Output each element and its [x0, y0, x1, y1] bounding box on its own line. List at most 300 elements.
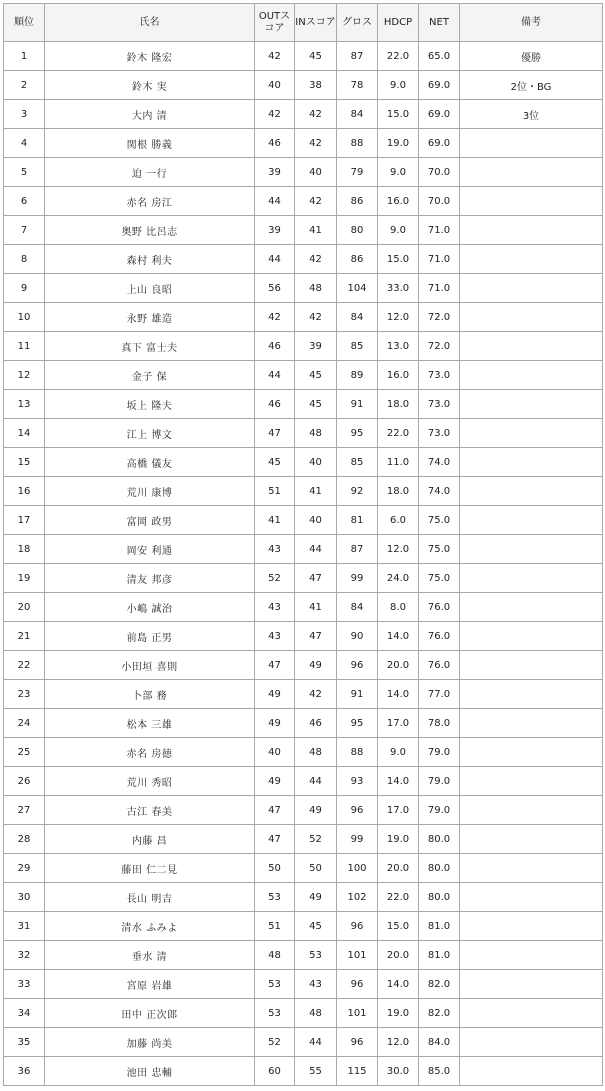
table-row [4, 1028, 603, 1057]
header-rank: 順位 [4, 4, 45, 42]
cell-rank: 1 [4, 42, 45, 71]
cell-hdcp: 8.0 [378, 593, 419, 622]
cell-name: 小嶋 誠治 [45, 593, 255, 622]
table-row [4, 100, 603, 129]
cell-remarks [460, 274, 603, 303]
cell-remarks [460, 506, 603, 535]
table-row [4, 564, 603, 593]
cell-hdcp: 13.0 [378, 332, 419, 361]
cell-net: 79.0 [419, 738, 460, 767]
cell-gross: 100 [337, 854, 378, 883]
table-row [4, 941, 603, 970]
cell-gross: 99 [337, 825, 378, 854]
cell-remarks [460, 216, 603, 245]
cell-gross: 95 [337, 419, 378, 448]
cell-out-score: 52 [255, 1028, 295, 1057]
cell-net: 69.0 [419, 100, 460, 129]
cell-net: 79.0 [419, 767, 460, 796]
cell-name: 上山 良昭 [45, 274, 255, 303]
cell-remarks [460, 564, 603, 593]
cell-in-score: 42 [295, 129, 337, 158]
header-in-score: INスコア [295, 4, 337, 42]
cell-gross: 86 [337, 187, 378, 216]
cell-net: 74.0 [419, 477, 460, 506]
cell-hdcp: 18.0 [378, 477, 419, 506]
table-row [4, 390, 603, 419]
cell-rank: 18 [4, 535, 45, 564]
table-row [4, 245, 603, 274]
table-row [4, 825, 603, 854]
cell-in-score: 44 [295, 767, 337, 796]
cell-remarks [460, 854, 603, 883]
table-row [4, 274, 603, 303]
cell-gross: 101 [337, 999, 378, 1028]
cell-gross: 89 [337, 361, 378, 390]
cell-hdcp: 16.0 [378, 187, 419, 216]
cell-hdcp: 22.0 [378, 883, 419, 912]
cell-in-score: 41 [295, 216, 337, 245]
table-row [4, 158, 603, 187]
header-gross: グロス [337, 4, 378, 42]
cell-out-score: 47 [255, 651, 295, 680]
cell-remarks [460, 332, 603, 361]
cell-gross: 85 [337, 332, 378, 361]
cell-remarks [460, 767, 603, 796]
cell-name: 赤名 房徳 [45, 738, 255, 767]
cell-rank: 7 [4, 216, 45, 245]
cell-rank: 2 [4, 71, 45, 100]
cell-name: 迫 一行 [45, 158, 255, 187]
header-net: NET [419, 4, 460, 42]
cell-name: 鈴木 隆宏 [45, 42, 255, 71]
results-table [3, 3, 603, 1086]
table-row [4, 535, 603, 564]
cell-net: 69.0 [419, 71, 460, 100]
cell-name: 荒川 康博 [45, 477, 255, 506]
cell-remarks [460, 448, 603, 477]
cell-name: 松本 三雄 [45, 709, 255, 738]
cell-in-score: 43 [295, 970, 337, 999]
cell-gross: 84 [337, 100, 378, 129]
cell-out-score: 43 [255, 622, 295, 651]
cell-gross: 115 [337, 1057, 378, 1086]
cell-in-score: 48 [295, 738, 337, 767]
cell-in-score: 49 [295, 651, 337, 680]
cell-net: 71.0 [419, 274, 460, 303]
cell-rank: 17 [4, 506, 45, 535]
cell-in-score: 49 [295, 883, 337, 912]
cell-net: 75.0 [419, 564, 460, 593]
cell-hdcp: 12.0 [378, 1028, 419, 1057]
cell-rank: 3 [4, 100, 45, 129]
cell-gross: 80 [337, 216, 378, 245]
cell-hdcp: 17.0 [378, 709, 419, 738]
cell-net: 70.0 [419, 158, 460, 187]
cell-out-score: 44 [255, 361, 295, 390]
cell-name: 卜部 務 [45, 680, 255, 709]
cell-name: 前島 正男 [45, 622, 255, 651]
cell-out-score: 49 [255, 680, 295, 709]
table-row [4, 71, 603, 100]
cell-net: 69.0 [419, 129, 460, 158]
cell-out-score: 48 [255, 941, 295, 970]
table-row [4, 303, 603, 332]
cell-remarks [460, 593, 603, 622]
cell-hdcp: 11.0 [378, 448, 419, 477]
cell-hdcp: 6.0 [378, 506, 419, 535]
cell-remarks: 2位・BG [460, 71, 603, 100]
cell-name: 奥野 比呂志 [45, 216, 255, 245]
cell-remarks [460, 970, 603, 999]
cell-in-score: 45 [295, 912, 337, 941]
cell-net: 71.0 [419, 245, 460, 274]
cell-rank: 23 [4, 680, 45, 709]
cell-name: 江上 博文 [45, 419, 255, 448]
table-row [4, 622, 603, 651]
cell-out-score: 53 [255, 970, 295, 999]
cell-remarks [460, 129, 603, 158]
cell-out-score: 49 [255, 767, 295, 796]
cell-name: 内藤 昌 [45, 825, 255, 854]
cell-net: 72.0 [419, 303, 460, 332]
cell-remarks [460, 1028, 603, 1057]
cell-hdcp: 14.0 [378, 680, 419, 709]
cell-hdcp: 30.0 [378, 1057, 419, 1086]
cell-remarks [460, 622, 603, 651]
cell-remarks [460, 680, 603, 709]
cell-name: 永野 雄造 [45, 303, 255, 332]
cell-gross: 92 [337, 477, 378, 506]
cell-hdcp: 20.0 [378, 651, 419, 680]
cell-out-score: 47 [255, 796, 295, 825]
cell-in-score: 47 [295, 622, 337, 651]
cell-net: 74.0 [419, 448, 460, 477]
table-row [4, 593, 603, 622]
cell-gross: 88 [337, 129, 378, 158]
cell-hdcp: 15.0 [378, 100, 419, 129]
header-out-score: OUTスコア [255, 4, 295, 42]
table-row [4, 767, 603, 796]
cell-out-score: 42 [255, 100, 295, 129]
table-row [4, 912, 603, 941]
cell-gross: 96 [337, 651, 378, 680]
cell-hdcp: 15.0 [378, 912, 419, 941]
cell-out-score: 46 [255, 129, 295, 158]
cell-gross: 93 [337, 767, 378, 796]
header-name: 氏名 [45, 4, 255, 42]
cell-remarks [460, 187, 603, 216]
cell-hdcp: 14.0 [378, 622, 419, 651]
cell-out-score: 45 [255, 448, 295, 477]
cell-remarks [460, 245, 603, 274]
table-row [4, 506, 603, 535]
cell-gross: 91 [337, 390, 378, 419]
cell-gross: 85 [337, 448, 378, 477]
cell-remarks [460, 158, 603, 187]
cell-rank: 13 [4, 390, 45, 419]
cell-net: 76.0 [419, 622, 460, 651]
cell-out-score: 47 [255, 419, 295, 448]
cell-name: 大内 清 [45, 100, 255, 129]
cell-remarks [460, 361, 603, 390]
cell-remarks [460, 303, 603, 332]
cell-out-score: 51 [255, 477, 295, 506]
table-row [4, 999, 603, 1028]
cell-gross: 90 [337, 622, 378, 651]
cell-out-score: 56 [255, 274, 295, 303]
cell-net: 73.0 [419, 419, 460, 448]
cell-gross: 96 [337, 1028, 378, 1057]
cell-remarks [460, 999, 603, 1028]
cell-name: 垂水 清 [45, 941, 255, 970]
cell-in-score: 45 [295, 361, 337, 390]
cell-name: 岡安 利通 [45, 535, 255, 564]
cell-out-score: 52 [255, 564, 295, 593]
table-row [4, 1057, 603, 1086]
cell-hdcp: 15.0 [378, 245, 419, 274]
cell-in-score: 53 [295, 941, 337, 970]
cell-hdcp: 12.0 [378, 535, 419, 564]
cell-out-score: 50 [255, 854, 295, 883]
cell-net: 81.0 [419, 912, 460, 941]
cell-out-score: 44 [255, 245, 295, 274]
cell-gross: 99 [337, 564, 378, 593]
table-row [4, 883, 603, 912]
cell-name: 清水 ふみよ [45, 912, 255, 941]
cell-rank: 10 [4, 303, 45, 332]
cell-gross: 96 [337, 796, 378, 825]
cell-rank: 30 [4, 883, 45, 912]
cell-rank: 28 [4, 825, 45, 854]
table-row [4, 680, 603, 709]
cell-name: 高橋 儀友 [45, 448, 255, 477]
cell-gross: 102 [337, 883, 378, 912]
cell-gross: 79 [337, 158, 378, 187]
cell-out-score: 42 [255, 42, 295, 71]
cell-net: 79.0 [419, 796, 460, 825]
cell-in-score: 40 [295, 506, 337, 535]
cell-hdcp: 9.0 [378, 216, 419, 245]
cell-name: 藤田 仁二見 [45, 854, 255, 883]
cell-gross: 87 [337, 42, 378, 71]
cell-out-score: 46 [255, 390, 295, 419]
cell-net: 76.0 [419, 593, 460, 622]
cell-rank: 25 [4, 738, 45, 767]
cell-net: 77.0 [419, 680, 460, 709]
cell-in-score: 38 [295, 71, 337, 100]
cell-name: 清友 邦彦 [45, 564, 255, 593]
table-row [4, 796, 603, 825]
cell-name: 宮原 岩雄 [45, 970, 255, 999]
cell-remarks: 3位 [460, 100, 603, 129]
cell-rank: 19 [4, 564, 45, 593]
cell-in-score: 41 [295, 477, 337, 506]
cell-hdcp: 22.0 [378, 419, 419, 448]
cell-in-score: 42 [295, 187, 337, 216]
cell-remarks [460, 883, 603, 912]
cell-rank: 11 [4, 332, 45, 361]
cell-rank: 31 [4, 912, 45, 941]
cell-net: 75.0 [419, 535, 460, 564]
cell-remarks [460, 535, 603, 564]
cell-remarks [460, 390, 603, 419]
cell-rank: 21 [4, 622, 45, 651]
cell-out-score: 39 [255, 216, 295, 245]
cell-hdcp: 19.0 [378, 129, 419, 158]
cell-out-score: 46 [255, 332, 295, 361]
cell-rank: 12 [4, 361, 45, 390]
cell-remarks [460, 796, 603, 825]
cell-rank: 16 [4, 477, 45, 506]
cell-in-score: 45 [295, 390, 337, 419]
cell-in-score: 48 [295, 419, 337, 448]
cell-net: 70.0 [419, 187, 460, 216]
cell-name: 鈴木 実 [45, 71, 255, 100]
table-row [4, 738, 603, 767]
cell-hdcp: 17.0 [378, 796, 419, 825]
cell-remarks [460, 941, 603, 970]
cell-net: 85.0 [419, 1057, 460, 1086]
cell-in-score: 42 [295, 303, 337, 332]
cell-name: 古江 春美 [45, 796, 255, 825]
cell-in-score: 48 [295, 999, 337, 1028]
cell-name: 長山 明吉 [45, 883, 255, 912]
cell-out-score: 41 [255, 506, 295, 535]
cell-remarks [460, 738, 603, 767]
cell-hdcp: 19.0 [378, 825, 419, 854]
cell-hdcp: 12.0 [378, 303, 419, 332]
header-row [4, 4, 603, 42]
table-row [4, 42, 603, 71]
cell-net: 78.0 [419, 709, 460, 738]
cell-net: 65.0 [419, 42, 460, 71]
cell-gross: 78 [337, 71, 378, 100]
cell-rank: 22 [4, 651, 45, 680]
cell-hdcp: 14.0 [378, 767, 419, 796]
cell-remarks [460, 912, 603, 941]
cell-net: 73.0 [419, 361, 460, 390]
cell-net: 81.0 [419, 941, 460, 970]
cell-name: 金子 保 [45, 361, 255, 390]
cell-in-score: 49 [295, 796, 337, 825]
cell-rank: 24 [4, 709, 45, 738]
cell-hdcp: 20.0 [378, 854, 419, 883]
cell-out-score: 47 [255, 825, 295, 854]
cell-rank: 14 [4, 419, 45, 448]
cell-rank: 32 [4, 941, 45, 970]
cell-out-score: 49 [255, 709, 295, 738]
cell-rank: 15 [4, 448, 45, 477]
cell-in-score: 55 [295, 1057, 337, 1086]
cell-net: 71.0 [419, 216, 460, 245]
cell-gross: 104 [337, 274, 378, 303]
cell-gross: 86 [337, 245, 378, 274]
cell-remarks [460, 651, 603, 680]
cell-rank: 27 [4, 796, 45, 825]
cell-gross: 95 [337, 709, 378, 738]
cell-name: 池田 忠輔 [45, 1057, 255, 1086]
table-row [4, 448, 603, 477]
cell-in-score: 42 [295, 100, 337, 129]
cell-remarks: 優勝 [460, 42, 603, 71]
cell-in-score: 41 [295, 593, 337, 622]
table-row [4, 854, 603, 883]
cell-in-score: 47 [295, 564, 337, 593]
cell-rank: 29 [4, 854, 45, 883]
cell-name: 荒川 秀昭 [45, 767, 255, 796]
cell-hdcp: 18.0 [378, 390, 419, 419]
table-row [4, 129, 603, 158]
cell-rank: 26 [4, 767, 45, 796]
cell-remarks [460, 1057, 603, 1086]
cell-hdcp: 9.0 [378, 738, 419, 767]
cell-out-score: 53 [255, 999, 295, 1028]
cell-rank: 33 [4, 970, 45, 999]
cell-net: 73.0 [419, 390, 460, 419]
table-row [4, 477, 603, 506]
cell-gross: 96 [337, 970, 378, 999]
cell-name: 坂上 隆夫 [45, 390, 255, 419]
cell-in-score: 40 [295, 158, 337, 187]
cell-rank: 20 [4, 593, 45, 622]
cell-name: 小田垣 喜則 [45, 651, 255, 680]
cell-in-score: 42 [295, 245, 337, 274]
table-row [4, 709, 603, 738]
cell-out-score: 39 [255, 158, 295, 187]
cell-gross: 91 [337, 680, 378, 709]
header-hdcp: HDCP [378, 4, 419, 42]
cell-gross: 96 [337, 912, 378, 941]
cell-name: 富岡 政男 [45, 506, 255, 535]
cell-out-score: 51 [255, 912, 295, 941]
cell-out-score: 40 [255, 71, 295, 100]
cell-net: 72.0 [419, 332, 460, 361]
cell-gross: 84 [337, 303, 378, 332]
cell-out-score: 42 [255, 303, 295, 332]
cell-rank: 8 [4, 245, 45, 274]
cell-gross: 101 [337, 941, 378, 970]
cell-in-score: 44 [295, 535, 337, 564]
cell-remarks [460, 477, 603, 506]
table-row [4, 361, 603, 390]
cell-out-score: 44 [255, 187, 295, 216]
cell-remarks [460, 709, 603, 738]
cell-name: 関根 勝義 [45, 129, 255, 158]
header-remarks: 備考 [460, 4, 603, 42]
cell-in-score: 44 [295, 1028, 337, 1057]
cell-net: 80.0 [419, 825, 460, 854]
cell-hdcp: 14.0 [378, 970, 419, 999]
table-row [4, 651, 603, 680]
cell-remarks [460, 419, 603, 448]
cell-gross: 81 [337, 506, 378, 535]
cell-net: 82.0 [419, 999, 460, 1028]
cell-in-score: 46 [295, 709, 337, 738]
cell-net: 84.0 [419, 1028, 460, 1057]
cell-in-score: 40 [295, 448, 337, 477]
cell-out-score: 43 [255, 535, 295, 564]
cell-in-score: 48 [295, 274, 337, 303]
cell-in-score: 50 [295, 854, 337, 883]
cell-name: 森村 利夫 [45, 245, 255, 274]
cell-rank: 35 [4, 1028, 45, 1057]
cell-name: 真下 富士夫 [45, 332, 255, 361]
cell-net: 76.0 [419, 651, 460, 680]
table-row [4, 216, 603, 245]
cell-hdcp: 20.0 [378, 941, 419, 970]
cell-out-score: 43 [255, 593, 295, 622]
cell-out-score: 40 [255, 738, 295, 767]
